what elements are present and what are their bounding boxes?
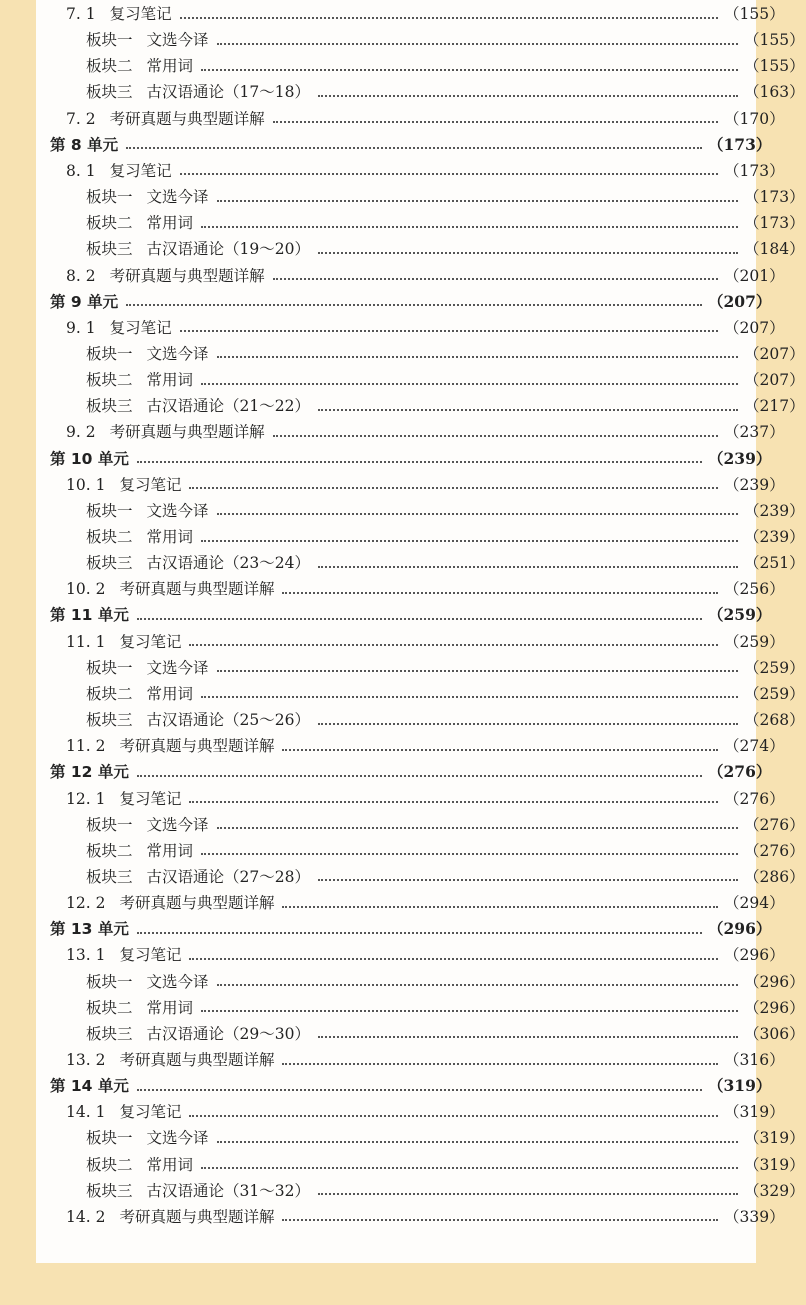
toc-block-row[interactable] [36, 655, 806, 681]
toc-section-row[interactable] [36, 1099, 786, 1125]
toc-block-row[interactable] [36, 812, 806, 838]
toc-page-number: （259） [708, 605, 772, 625]
toc-entry-title: 复习笔记 [109, 5, 172, 23]
toc-block-row[interactable] [36, 1021, 806, 1047]
toc-page-number: （286） [744, 867, 805, 886]
toc-entry-title: 古汉语通论（29～30） [146, 1024, 310, 1043]
toc-entry-title: 考研真题与典型题详解 [109, 423, 265, 442]
toc-page-number: （155） [744, 31, 805, 50]
toc-block-row[interactable] [36, 27, 806, 53]
toc-entry-title: 文选今译 [146, 31, 209, 50]
toc-entry-number: 板块二 [86, 528, 133, 546]
dot-leader [318, 1192, 738, 1195]
toc-entry-number: 7. 1 [66, 5, 96, 23]
toc-entry-title: 复习笔记 [119, 946, 182, 965]
dot-leader [217, 983, 738, 986]
toc-section-row[interactable] [36, 263, 786, 289]
toc-block-row[interactable] [36, 1125, 806, 1151]
dot-leader [137, 931, 702, 934]
toc-entry-number: 板块三 [86, 1024, 133, 1043]
dot-leader [273, 434, 718, 437]
toc-entry-number: 板块一 [86, 815, 133, 834]
toc-entry-title: 古汉语通论（31～32） [146, 1181, 310, 1200]
toc-section-row[interactable] [36, 786, 786, 812]
toc-entry-title: 文选今译 [146, 1129, 209, 1148]
toc-page-number: （319） [708, 1076, 772, 1096]
dot-leader [282, 1218, 718, 1221]
toc-entry-number: 7. 2 [66, 109, 96, 128]
toc-entry-number: 13. 1 [66, 946, 106, 965]
dot-leader [273, 277, 718, 280]
toc-entry-number: 板块三 [86, 711, 133, 730]
toc-entry-number: 板块二 [86, 57, 133, 76]
toc-block-row[interactable] [36, 969, 806, 995]
toc-page-number: （276） [708, 762, 772, 782]
toc-entry-title: 第 13 单元 [50, 920, 129, 939]
toc-page-number: （274） [724, 737, 785, 756]
dot-leader [273, 120, 718, 123]
dot-leader [318, 94, 738, 97]
toc-entry-title: 常用词 [146, 841, 194, 860]
dot-leader [126, 146, 702, 149]
toc-block-row[interactable] [36, 864, 806, 890]
toc-entry-title: 文选今译 [146, 972, 209, 991]
toc-page-number: （251） [744, 554, 805, 573]
toc-page-number: （256） [724, 580, 785, 599]
toc-entry-title: 考研真题与典型题详解 [119, 580, 275, 599]
dot-leader [126, 303, 702, 306]
toc-page-number: （207） [724, 318, 785, 337]
dot-leader [318, 1035, 738, 1038]
toc-section-row[interactable] [36, 106, 786, 132]
toc-entry-number: 13. 2 [66, 1051, 106, 1069]
toc-entry-number: 板块二 [86, 1155, 133, 1174]
dot-leader [201, 1166, 738, 1169]
toc-entry-number: 板块一 [86, 501, 133, 520]
toc-entry-title: 第 8 单元 [50, 135, 119, 154]
dot-leader [318, 408, 738, 411]
toc-page-number: （207） [744, 344, 805, 363]
toc-page-number: （268） [744, 711, 805, 730]
toc-entry-title: 文选今译 [146, 344, 209, 363]
toc-entry-number: 8. 1 [66, 161, 96, 180]
toc-entry-title: 古汉语通论（27～28） [146, 867, 310, 886]
toc-entry-number: 板块三 [86, 1181, 133, 1200]
toc-entry-number: 板块三 [86, 397, 133, 416]
toc-block-row[interactable] [36, 524, 806, 550]
toc-unit-row[interactable] [36, 759, 770, 785]
dot-leader [137, 460, 702, 463]
dot-leader [180, 172, 718, 175]
dot-leader [217, 669, 738, 672]
toc-page-number: （207） [744, 371, 805, 390]
toc-block-row[interactable] [36, 236, 806, 262]
toc-page-number: （329） [744, 1181, 805, 1200]
toc-page-number: （319） [724, 1103, 785, 1122]
toc-section-row[interactable] [36, 576, 786, 602]
toc-entry-number: 板块三 [86, 554, 133, 573]
dot-leader [217, 42, 738, 45]
toc-block-row[interactable] [36, 393, 806, 419]
toc-entry-number: 板块一 [86, 188, 133, 207]
toc-page-number: （217） [744, 397, 805, 416]
toc-page-number: （163） [744, 83, 805, 102]
dot-leader [189, 643, 718, 646]
dot-leader [282, 905, 718, 908]
toc-block-row[interactable] [36, 707, 806, 733]
toc-page-number: （276） [744, 841, 805, 860]
toc-entry-title: 古汉语通论（17～18） [146, 83, 310, 102]
dot-leader [201, 695, 738, 698]
toc-page-number: （319） [744, 1129, 805, 1148]
toc-page-number: （294） [724, 894, 785, 913]
dot-leader [137, 617, 702, 620]
toc-entry-title: 常用词 [146, 684, 194, 703]
toc-entry-title: 常用词 [146, 57, 194, 76]
toc-entry-number: 9. 2 [66, 423, 96, 442]
toc-entry-title: 常用词 [146, 528, 194, 546]
dot-leader [201, 382, 738, 385]
toc-block-row[interactable] [36, 1178, 806, 1204]
toc-block-row[interactable] [36, 1152, 806, 1178]
toc-entry-title: 文选今译 [146, 188, 209, 207]
toc-entry-number: 板块二 [86, 214, 133, 233]
toc-page-number: （296） [724, 946, 785, 965]
dot-leader [282, 591, 718, 594]
dot-leader [180, 329, 718, 332]
toc-page-number: （239） [744, 501, 805, 520]
toc-entry-title: 常用词 [146, 1155, 194, 1174]
toc-entry-title: 复习笔记 [109, 161, 172, 180]
toc-section-row[interactable] [36, 315, 786, 341]
toc-entry-number: 14. 1 [66, 1103, 106, 1122]
toc-entry-number: 14. 2 [66, 1207, 106, 1226]
toc-entry-number: 板块二 [86, 998, 133, 1017]
toc-page-number: （319） [744, 1155, 805, 1174]
dot-leader [318, 565, 738, 568]
toc-page-number: （259） [744, 684, 805, 703]
toc-unit-row[interactable] [36, 602, 770, 628]
toc-page-number: （306） [744, 1024, 805, 1043]
toc-page-number: （173） [744, 188, 805, 207]
toc-entry-number: 板块三 [86, 83, 133, 102]
toc-block-row[interactable] [36, 184, 806, 210]
toc-page-number: （155） [744, 57, 805, 76]
dot-leader [217, 826, 738, 829]
toc-entry-title: 复习笔记 [119, 475, 182, 494]
dot-leader [137, 1088, 702, 1091]
toc-entry-number: 板块二 [86, 841, 133, 860]
toc-entry-title: 考研真题与典型题详解 [109, 109, 265, 128]
toc-unit-row[interactable] [36, 289, 770, 315]
toc-section-row[interactable] [36, 890, 786, 916]
toc-page-number: （201） [724, 266, 785, 285]
toc-section-row[interactable] [36, 472, 786, 498]
dot-leader [217, 512, 738, 515]
toc-section-row[interactable] [36, 733, 786, 759]
toc-entry-number: 板块二 [86, 371, 133, 390]
toc-entry-number: 板块一 [86, 1129, 133, 1148]
dot-leader [201, 852, 738, 855]
toc-unit-row[interactable] [36, 1073, 770, 1099]
toc-entry-number: 板块二 [86, 684, 133, 703]
dot-leader [201, 68, 738, 71]
toc-entry-number: 板块一 [86, 658, 133, 677]
toc-block-row[interactable] [36, 838, 806, 864]
toc-page-number: （237） [724, 423, 785, 442]
dot-leader [180, 16, 718, 19]
toc-entry-title: 考研真题与典型题详解 [109, 266, 265, 285]
toc-entry-title: 考研真题与典型题详解 [119, 737, 275, 756]
toc-entry-title: 第 11 单元 [50, 606, 129, 625]
toc-entry-title: 常用词 [146, 371, 194, 390]
dot-leader [189, 957, 718, 960]
toc-page-number: （276） [744, 815, 805, 834]
toc-page-number: （239） [708, 448, 772, 468]
toc-unit-row[interactable] [36, 916, 770, 942]
toc-entry-title: 考研真题与典型题详解 [119, 894, 275, 913]
toc-entry-title: 复习笔记 [119, 1103, 182, 1122]
toc-block-row[interactable] [36, 341, 806, 367]
dot-leader [201, 539, 738, 542]
dot-leader [217, 355, 738, 358]
toc-entry-title: 第 12 单元 [50, 763, 129, 782]
toc-page-number: （339） [724, 1207, 785, 1226]
toc-entry-number: 10. 1 [66, 475, 106, 494]
toc-section-row[interactable] [36, 942, 786, 968]
toc-entry-title: 文选今译 [146, 501, 209, 520]
toc-entry-title: 考研真题与典型题详解 [119, 1207, 275, 1226]
toc-entry-title: 考研真题与典型题详解 [119, 1051, 275, 1069]
toc-entry-title: 古汉语通论（21～22） [146, 397, 310, 416]
toc-entry-title: 复习笔记 [119, 632, 182, 651]
toc-entry-title: 复习笔记 [109, 318, 172, 337]
toc-page-number: （207） [708, 291, 772, 311]
toc-page-number: （276） [724, 789, 785, 808]
toc-section-row[interactable] [36, 1, 786, 27]
toc-page-number: （316） [724, 1051, 785, 1069]
toc-entry-number: 11. 1 [66, 632, 106, 651]
toc-block-row[interactable] [36, 995, 806, 1021]
toc-entry-title: 古汉语通论（19～20） [146, 240, 310, 259]
toc-block-row[interactable] [36, 681, 806, 707]
toc-block-row[interactable] [36, 550, 806, 576]
toc-unit-row[interactable] [36, 446, 770, 472]
toc-entry-title: 古汉语通论（23～24） [146, 554, 310, 573]
toc-entry-title: 文选今译 [146, 658, 209, 677]
dot-leader [282, 1062, 718, 1065]
dot-leader [217, 199, 738, 202]
toc-entry-title: 古汉语通论（25～26） [146, 711, 310, 730]
toc-entry-number: 板块三 [86, 867, 133, 886]
toc-page-number: （296） [744, 972, 805, 991]
dot-leader [189, 486, 718, 489]
dot-leader [318, 251, 738, 254]
toc-entry-number: 板块一 [86, 972, 133, 991]
toc-entry-title: 文选今译 [146, 815, 209, 834]
toc-entry-number: 板块一 [86, 31, 133, 50]
toc-entry-number: 9. 1 [66, 318, 96, 337]
toc-page-number: （155） [724, 5, 785, 23]
toc-page-number: （170） [724, 109, 785, 128]
toc-entry-number: 10. 2 [66, 580, 106, 599]
toc-entry-number: 板块三 [86, 240, 133, 259]
toc-entry-title: 复习笔记 [119, 789, 182, 808]
toc-section-row[interactable] [36, 158, 786, 184]
dot-leader [189, 1114, 718, 1117]
toc-block-row[interactable] [36, 210, 806, 236]
toc-page-number: （173） [724, 161, 785, 180]
dot-leader [189, 800, 718, 803]
toc-page-number: （173） [744, 214, 805, 233]
dot-leader [201, 1009, 738, 1012]
toc-section-row[interactable] [36, 419, 786, 445]
toc-section-row[interactable] [36, 1047, 786, 1073]
toc-entry-title: 第 14 单元 [50, 1077, 129, 1096]
toc-page-number: （173） [708, 134, 772, 154]
toc-page [36, 0, 805, 1263]
toc-entry-title: 第 9 单元 [50, 292, 119, 311]
toc-entry-title: 常用词 [146, 214, 194, 233]
dot-leader [318, 878, 738, 881]
toc-entry-number: 12. 1 [66, 789, 106, 808]
toc-entry-number: 板块一 [86, 344, 133, 363]
toc-page-number: （296） [744, 998, 805, 1017]
toc-entry-title: 第 10 单元 [50, 449, 129, 468]
toc-entry-title: 常用词 [146, 998, 194, 1017]
toc-entry-number: 8. 2 [66, 266, 96, 285]
dot-leader [217, 1140, 738, 1143]
dot-leader [282, 748, 718, 751]
toc-page-number: （259） [724, 632, 785, 651]
dot-leader [201, 225, 738, 228]
toc-block-row[interactable] [36, 53, 806, 79]
dot-leader [318, 722, 738, 725]
toc-block-row[interactable] [36, 498, 806, 524]
toc-section-row[interactable] [36, 1204, 786, 1230]
toc-entry-number: 12. 2 [66, 894, 106, 913]
toc-block-row[interactable] [36, 79, 806, 105]
toc-block-row[interactable] [36, 367, 806, 393]
toc-page-number: （184） [744, 240, 805, 259]
toc-entry-number: 11. 2 [66, 737, 106, 756]
toc-page-number: （239） [724, 475, 785, 494]
toc-page-number: （239） [744, 528, 805, 546]
toc-section-row[interactable] [36, 629, 786, 655]
dot-leader [137, 774, 702, 777]
toc-page-number: （259） [744, 658, 805, 677]
toc-unit-row[interactable] [36, 132, 770, 158]
toc-page-number: （296） [708, 919, 772, 939]
